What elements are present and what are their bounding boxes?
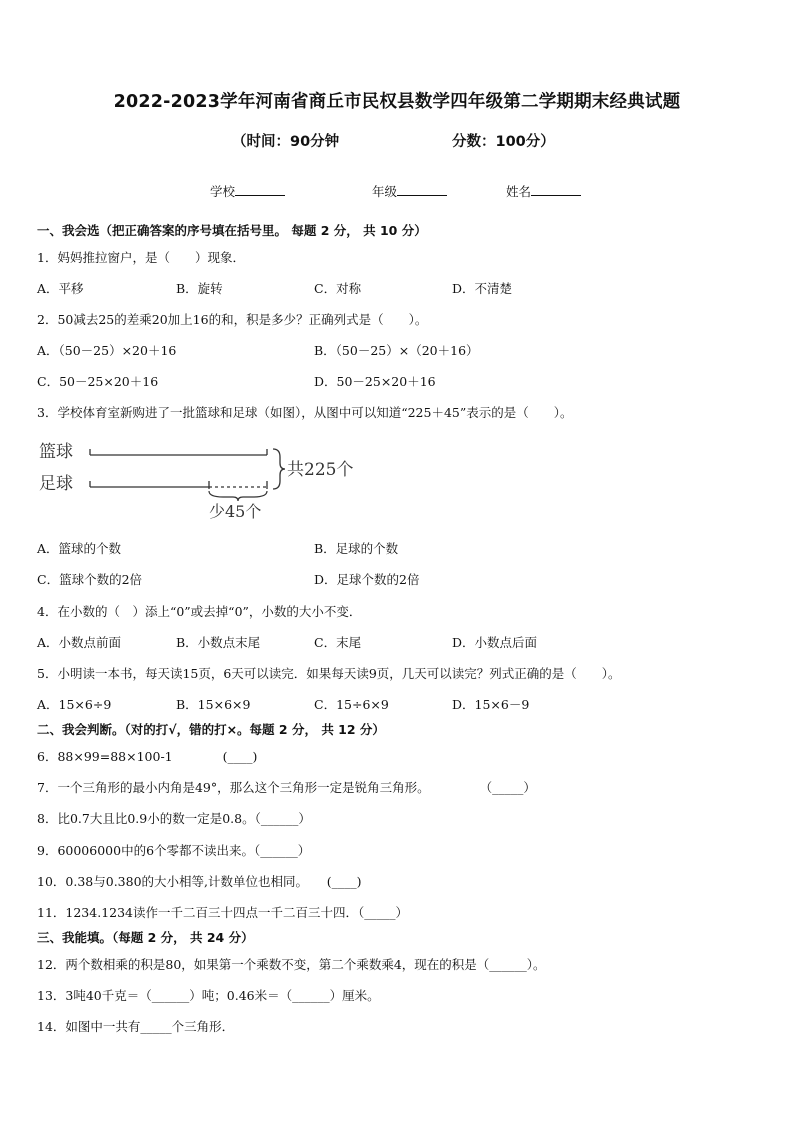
q2-option-d: D．50－25×20＋16: [314, 374, 436, 389]
basketball-label: 篮球: [39, 442, 73, 462]
question-8: 8．比0.7大且比0.9小的数一定是0.8。（______）: [37, 811, 311, 826]
grade-blank: [397, 183, 447, 196]
question-2: 2．50减去25的差乘20加上16的和，积是多少？正确列式是（ ）。: [37, 312, 428, 327]
grade-field: [372, 182, 447, 200]
question-14: 14．如图中一共有_____个三角形．: [37, 1019, 235, 1034]
q4-option-b: B．小数点末尾: [176, 635, 261, 650]
name-blank: [531, 183, 581, 196]
school-label: 学校: [210, 184, 236, 199]
q5-option-c: C．15÷6×9: [314, 697, 389, 712]
less-brace: [209, 491, 267, 501]
question-4: 4．在小数的（ ）添上“0”或去掉“0”，小数的大小不变．: [37, 604, 362, 619]
q4-option-c: C．末尾: [314, 635, 362, 650]
school-blank: [235, 183, 285, 196]
q2-option-c: C．50－25×20＋16: [37, 374, 159, 389]
q3-option-a: A．篮球的个数: [37, 541, 122, 556]
q4-option-d: D．小数点后面: [452, 635, 538, 650]
ball-comparison-figure: [37, 437, 367, 527]
q4-option-a: A．小数点前面: [37, 635, 122, 650]
total-brace: [273, 449, 285, 489]
q1-option-c: C．对称: [314, 281, 362, 296]
school-field: [210, 182, 285, 200]
question-13: 13．3吨40千克＝（______）吨；0.46米＝（______）厘米。: [37, 988, 380, 1003]
q1-option-b: B．旋转: [176, 281, 223, 296]
question-6: 6．88×99=88×100-1 (____): [37, 749, 258, 764]
question-3: 3．学校体育室新购进了一批篮球和足球（如图），从图中可以知道“225＋45”表示的是（ ）。: [37, 405, 573, 420]
section-2-heading: 二、我会判断。（对的打√，错的打×。每题 2 分， 共 12 分）: [37, 722, 385, 737]
basketball-bar: [90, 449, 267, 455]
q2-option-a: A．（50－25）×20＋16: [37, 343, 177, 358]
name-field: [506, 182, 581, 200]
q5-option-b: B．15×6×9: [176, 697, 251, 712]
grade-label: 年级: [372, 184, 398, 199]
section-3-heading: 三、我能填。（每题 2 分， 共 24 分）: [37, 930, 254, 945]
question-7: 7．一个三角形的最小内角是49°，那么这个三角形一定是锐角三角形。 （_____）: [37, 780, 536, 795]
q5-option-a: A．15×6÷9: [37, 697, 112, 712]
less-label: 少45个: [209, 502, 262, 521]
football-bar: [90, 481, 267, 489]
question-10: 10．0.38与0.380的大小相等,计数单位也相同。 (____): [37, 874, 362, 889]
q3-option-c: C．篮球个数的2倍: [37, 572, 143, 587]
exam-title: 2022-2023学年河南省商丘市民权县数学四年级第二学期期末经典试题: [113, 92, 681, 112]
q3-option-b: B．足球的个数: [314, 541, 399, 556]
question-5: 5．小明读一本书，每天读15页，6天可以读完．如果每天读9页，几天可以读完？列式正确的是（ ）。: [37, 666, 621, 681]
q5-option-d: D．15×6－9: [452, 697, 530, 712]
question-1: 1．妈妈推拉窗户，是（ ）现象．: [37, 250, 245, 265]
exam-time: （时间：90分钟: [232, 134, 340, 150]
total-label: 共225个: [287, 460, 354, 480]
q1-option-d: D．不清楚: [452, 281, 513, 296]
section-1-heading: 一、我会选（把正确答案的序号填在括号里。 每题 2 分， 共 10 分）: [37, 223, 427, 238]
question-12: 12．两个数相乘的积是80，如果第一个乘数不变，第二个乘数乘4，现在的积是（______）。: [37, 957, 546, 972]
q3-option-d: D．足球个数的2倍: [314, 572, 420, 587]
football-label: 足球: [39, 474, 73, 494]
exam-score: 分数：100分）: [452, 134, 555, 150]
q2-option-b: B．（50－25）×（20＋16）: [314, 343, 479, 358]
q1-option-a: A．平移: [37, 281, 84, 296]
question-11: 11．1234.1234读作一千二百三十四点一千二百三十四．（_____）: [37, 905, 409, 920]
question-9: 9．60006000中的6个零都不读出来。（______）: [37, 843, 311, 858]
name-label: 姓名: [506, 184, 532, 199]
